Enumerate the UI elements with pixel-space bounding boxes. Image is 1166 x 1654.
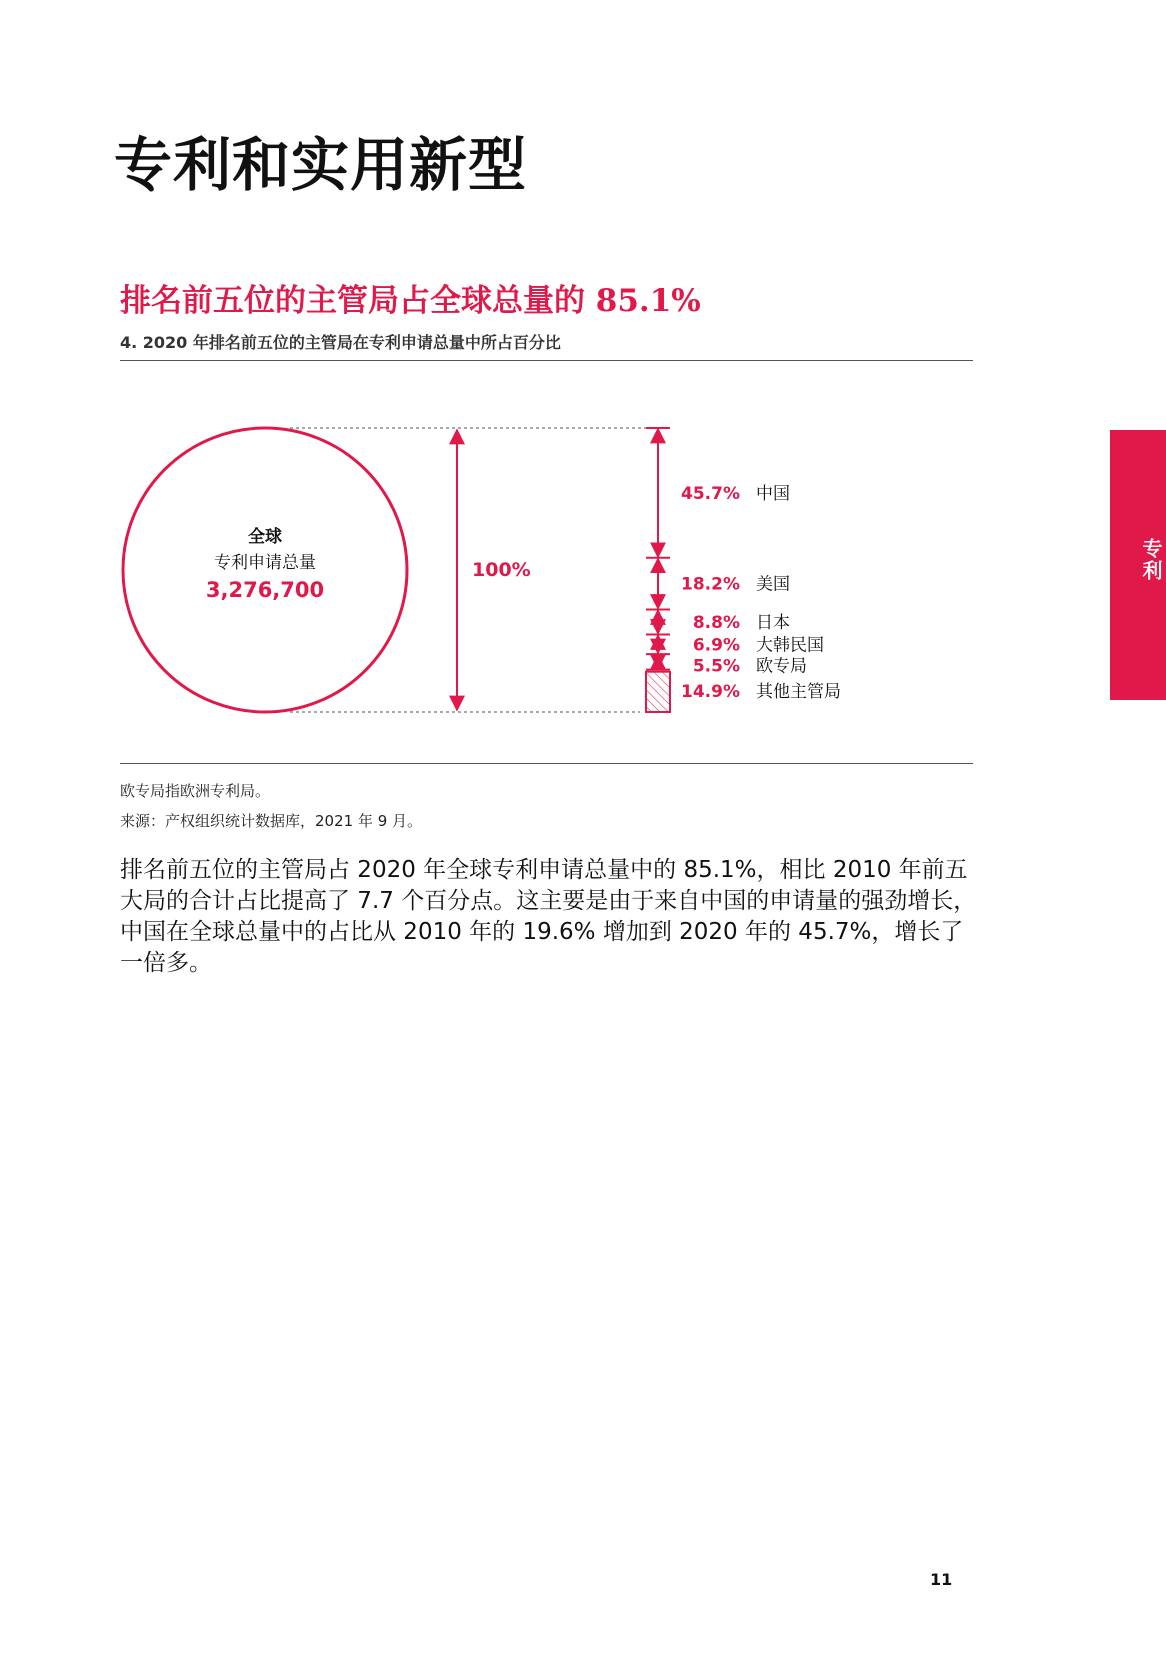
page-title: 专利和实用新型 [114, 131, 528, 199]
section-title: 排名前五位的主管局占全球总量的 85.1% [120, 283, 701, 319]
segment-name-label: 美国 [756, 574, 790, 595]
page-number: 11 [930, 1570, 953, 1589]
segment-name-label: 欧专局 [756, 656, 807, 677]
segment-name-label: 中国 [756, 483, 790, 504]
segment-value-label: 45.7% [681, 483, 740, 504]
top-divider [120, 360, 973, 361]
body-paragraph: 排名前五位的主管局占 2020 年全球专利申请总量中的 85.1%，相比 2010 年前五大局的合计占比提高了 7.7 个百分点。这主要是由于来自中国的申请量的强劲增长，中国在全球总量中的占比从 2010 年的 19.6% 增加到 2020 年的 45.7%，增长了一倍多。 [120, 857, 977, 976]
share-chart [120, 410, 973, 730]
side-tab-label: 专利 [1139, 538, 1163, 582]
segment-value-label: 8.8% [692, 612, 740, 633]
segment-name-label: 其他主管局 [756, 681, 841, 702]
segment-value-label: 6.9% [692, 635, 740, 656]
total-label: 100% [472, 559, 531, 581]
figure-caption: 4. 2020 年排名前五位的主管局在专利申请总量中所占百分比 [120, 333, 561, 352]
side-tab[interactable] [1110, 430, 1166, 700]
segment-value-label: 18.2% [681, 574, 740, 595]
segment-value-label: 5.5% [692, 656, 740, 677]
segment-value-label: 14.9% [681, 681, 740, 702]
segment-bar-5 [646, 672, 670, 712]
segment-group [646, 428, 841, 712]
circle-value: 3,276,700 [205, 578, 325, 602]
circle-label-total: 专利申请总量 [214, 553, 316, 573]
note-epo: 欧专局指欧洲专利局。 [120, 782, 271, 800]
segment-name-label: 大韩民国 [756, 635, 824, 656]
note-source: 来源：产权组织统计数据库，2021 年 9 月。 [120, 812, 423, 830]
bottom-divider [120, 763, 973, 764]
segment-name-label: 日本 [756, 612, 790, 633]
circle-label-global: 全球 [248, 527, 282, 547]
